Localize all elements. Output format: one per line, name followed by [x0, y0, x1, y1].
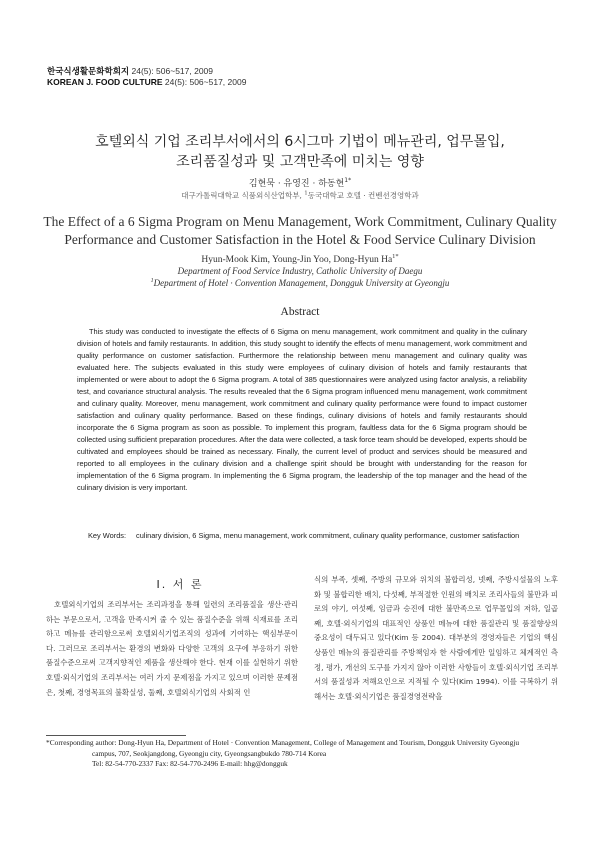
title-en-line2: Performance and Customer Satisfaction in the Hotel & Food Service Culinary Division	[64, 232, 536, 247]
authors-en	[0, 253, 600, 265]
title-en-line1: The Effect of a 6 Sigma Program on Menu Management, Work Commitment, Culinary Quality	[43, 214, 557, 229]
journal-en-info: 24(5): 506~517, 2009	[162, 77, 247, 87]
authors-ko-mark: 1*	[344, 177, 352, 184]
affil-ko-part1: 대구가톨릭대학교 식품외식산업학부,	[181, 191, 305, 200]
affil-en-line2-wrap	[0, 278, 600, 288]
title-ko-line2: 조리품질성과 및 고객만족에 미치는 영향	[176, 154, 424, 170]
section-heading-introduction: Ⅰ. 서 론	[156, 578, 204, 591]
abstract-heading: Abstract	[280, 306, 320, 318]
affil-en-line2: Department of Hotel · Convention Management, Dongguk University at Gyeongju	[153, 278, 450, 288]
authors-ko	[0, 176, 600, 189]
authors-en-names: Hyun-Mook Kim, Young-Jin Yoo, Dong-Hyun Ha	[201, 255, 393, 266]
journal-ko-line	[47, 66, 246, 77]
affil-en-line1: Department of Food Service Industry, Catholic University of Daegu	[177, 266, 423, 276]
footnote-line1: *Corresponding author: Dong-Hyun Ha, Department of Hotel · Convention Management, College of Management and Tourism, Dongguk University Gyeongju	[46, 738, 520, 747]
abstract-text: This study was conducted to investigate the effects of 6 Sigma on menu management, work commitment and quality in the culinary division of hotels and family restaurants. In addition, this study sought to identify the effects of menu management, work commitment and quality performance on customer satisfaction. Furthermore the relationship between menu management and culinary quality was evaluated here. The subjects evaluated in this study were employees of culinary division of hotels and family restaurants that implemented or were about to adopt the 6 Sigma program. A total of 385 questionnaires were analyzed using factor analysis, a reliability test, and covariance structural analysis. The results revealed that the 6 Sigma program influenced menu management, work commitment and culinary quality. Moreover, menu management, work commitment and culinary quality performance were found to impact customer satisfaction and culinary quality performance. Based on these findings, culinary divisions of hotels and family restaurants should incorporate the 6 Sigma program as soon as possible. To implement this program, faultless data for the 6 Sigma program should be collected using sufficient preparation procedures. After the data were collected, a task force team should be developed, experts should be cultivated and employees should be trained as necessary. Finally, the current level of product and services should be measured and reported to all employees in the culinary division and a challenge spirit should be brought with understanding for the reason for implementation of the 6 Sigma program. In implementing the 6 Sigma program, the leadership of the top manager and the head of the culinary division is very important.	[77, 327, 527, 492]
journal-ko-info: 24(5): 506~517, 2009	[129, 66, 214, 76]
affil-en-mark: 1	[150, 278, 154, 284]
footnote-line2: campus, 707, Seokjangdong, Gyeongju city, Gyeongsangbukdo 780-714 Korea	[92, 748, 327, 758]
affil-ko-mark: 1	[304, 190, 308, 197]
keywords-label: Key Words:	[88, 531, 127, 540]
body-column-right: 식의 부족, 셋째, 주방의 규모와 위치의 불합리성, 넷째, 주방시설물의 노후화 및 불합리한 배치, 다섯째, 부적절한 인원의 배치로 조리사들의 불만과 피로의 야기, 여섯째, 임금과 승진에 대한 불만족으로 업무몰입의 저하, 일곱째, 호텔·외식기업의 대표적인 상품인 메뉴에 대한 품질관리 및 품질향상의 중요성이 대두되고 있다(Kim 등 2004). 대부분의 경영자들은 기업의 핵심 상품인 메뉴의 품질관리를 주방책임자 한 사람에게만 일임하고 체계적인 측정, 평가, 개선의 도구를 가지지 않아 이러한 사항들이 호텔·외식기업 조리부서의 품질성과 저해요인으로 지적될 수 있다(Kim 1994). 이를 극복하기 위해서는 호텔·외식기업은 품질경영전략을	[314, 575, 558, 701]
affiliation-ko	[0, 190, 600, 201]
journal-header	[47, 66, 246, 88]
authors-en-mark: 1*	[392, 253, 399, 260]
authors-ko-names: 김현묵 · 유영진 · 하동현	[248, 179, 345, 189]
title-ko-line1: 호텔외식 기업 조리부서에서의 6시그마 기법이 메뉴관리, 업무몰입,	[95, 134, 505, 150]
footnote-divider	[46, 735, 186, 736]
footnote-line3: Tel: 82-54-770-2337 Fax: 82-54-770-2496 E-mail: hhg@dongguk	[92, 759, 288, 768]
keywords-text: culinary division, 6 Sigma, menu management, work commitment, culinary quality performance, customer satisfaction	[136, 531, 520, 540]
affil-ko-part2: 동국대학교 호텔 · 컨벤션경영학과	[307, 191, 419, 200]
journal-ko-name: 한국식생활문화학회지	[47, 66, 130, 76]
body-column-left: 호텔외식기업의 조리부서는 조리과정을 통해 일련의 조리품질을 생산·관리하는 부문으로서, 고객을 만족시켜 줄 수 있는 품질수준을 위해 식재료를 조리하고 메뉴를 관리함으로써 호텔외식기업조직의 성과에 기여하는 핵심부문이다. 그러므로 조리부서는 환경의 변화와 다양한 고객의 요구에 부응하기 위한 품질수준으로써 고객지향적인 제품을 생산해야 한다. 현재 이를 실현하기 위한 호텔·외식기업의 조리부서는 여러 가지 문제점을 가지고 있으며 이러한 문제점은, 첫째, 경영목표의 불확실성, 둘째, 호텔외식기업의 사회적 인	[46, 600, 298, 697]
journal-en-line	[47, 77, 246, 88]
journal-en-name: KOREAN J. FOOD CULTURE	[47, 77, 163, 87]
keywords	[88, 530, 528, 541]
footnote	[46, 738, 561, 770]
